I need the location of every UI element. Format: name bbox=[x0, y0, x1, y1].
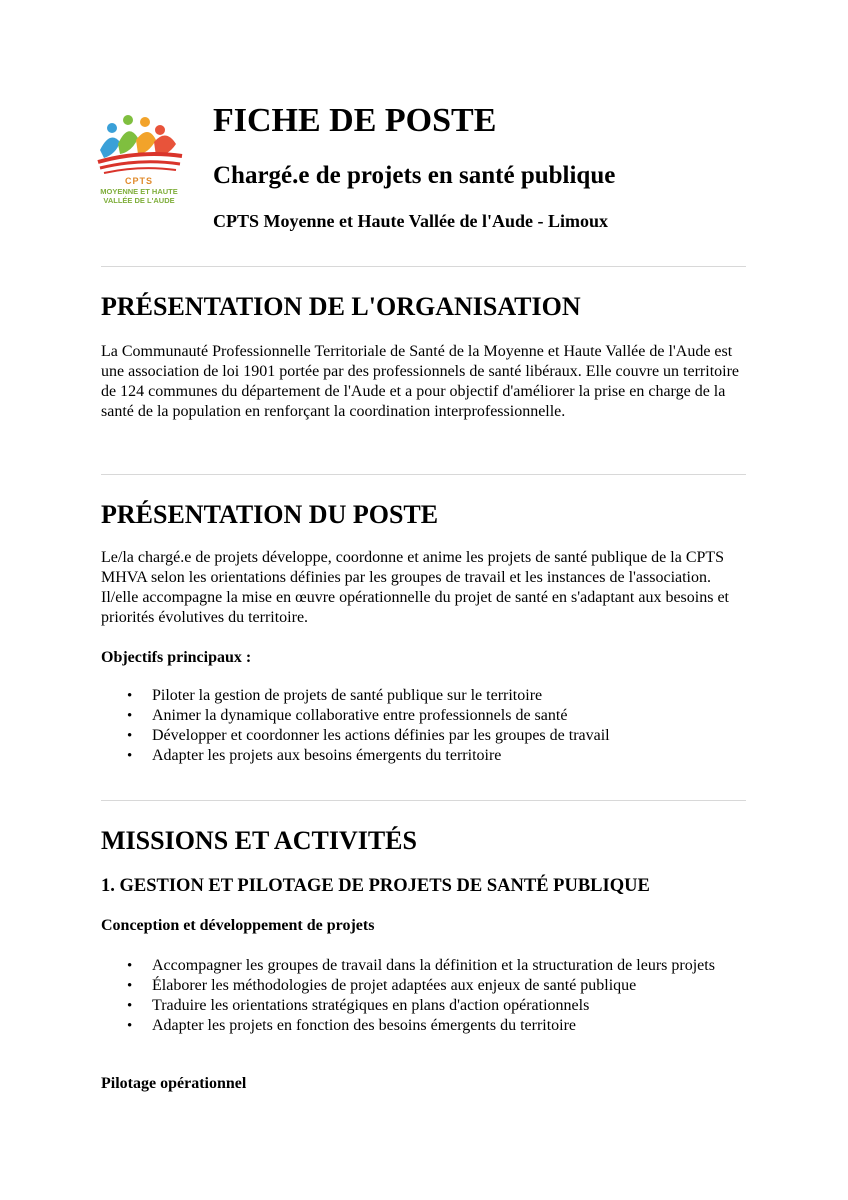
poste-paragraph: Le/la chargé.e de projets développe, coordonne et anime les projets de santé publique de la CPTS MHVA selon les orientations définies par les groupes de travail et les instances de l'association. Il/elle accompagne la mise en œuvre opérationnelle du projet de santé en s'adaptant aux besoins et priorités évolutives du territoire. bbox=[101, 549, 729, 626]
divider bbox=[101, 800, 746, 801]
logo-brand: CPTS bbox=[124, 176, 153, 186]
organisation-paragraph: La Communauté Professionnelle Territoriale de Santé de la Moyenne et Haute Vallée de l'Aude est une association de loi 1901 portée par des professionnels de santé libéraux. Elle couvre un territoire de 124 communes du département de l'Aude et a pour objectif d'améliorer la prise en charge de la santé de la population en renforçant la coordination interprofessionnelle. bbox=[101, 343, 740, 420]
job-title: Chargé.e de projets en santé publique bbox=[213, 162, 616, 189]
section-heading-missions: MISSIONS ET ACTIVITÉS bbox=[101, 826, 417, 855]
list-item: • Développer et coordonner les actions définies par les groupes de travail bbox=[101, 726, 751, 746]
list-item: • Élaborer les méthodologies de projet adaptées aux enjeux de santé publique bbox=[101, 976, 751, 996]
logo-line-3: VALLÉE DE L'AUDE bbox=[103, 196, 175, 205]
organization-line: CPTS Moyenne et Haute Vallée de l'Aude - Limoux bbox=[213, 211, 608, 231]
document-title: FICHE DE POSTE bbox=[213, 102, 497, 139]
pilotage-label: Pilotage opérationnel bbox=[101, 1075, 247, 1092]
objectives-list bbox=[101, 686, 751, 766]
missions-subheading: 1. GESTION ET PILOTAGE DE PROJETS DE SANTÉ PUBLIQUE bbox=[101, 876, 650, 896]
section-heading-organisation: PRÉSENTATION DE L'ORGANISATION bbox=[101, 292, 581, 321]
divider bbox=[101, 266, 746, 267]
objectives-label: Objectifs principaux : bbox=[101, 649, 252, 666]
list-item: • Animer la dynamique collaborative entre professionnels de santé bbox=[101, 706, 751, 726]
list-item: • Adapter les projets aux besoins émergents du territoire bbox=[101, 746, 751, 766]
list-item: • Traduire les orientations stratégiques en plans d'action opérationnels bbox=[101, 996, 751, 1016]
conception-label: Conception et développement de projets bbox=[101, 917, 375, 934]
logo-line-2: MOYENNE ET HAUTE bbox=[100, 187, 178, 196]
list-item: • Accompagner les groupes de travail dans la définition et la structuration de leurs projets bbox=[101, 956, 751, 976]
list-item: • Adapter les projets en fonction des besoins émergents du territoire bbox=[101, 1016, 751, 1036]
list-item: • Piloter la gestion de projets de santé publique sur le territoire bbox=[101, 686, 751, 706]
divider bbox=[101, 474, 746, 475]
section-heading-poste: PRÉSENTATION DU POSTE bbox=[101, 500, 439, 529]
conception-list bbox=[101, 956, 751, 1036]
logo-text bbox=[86, 176, 192, 205]
